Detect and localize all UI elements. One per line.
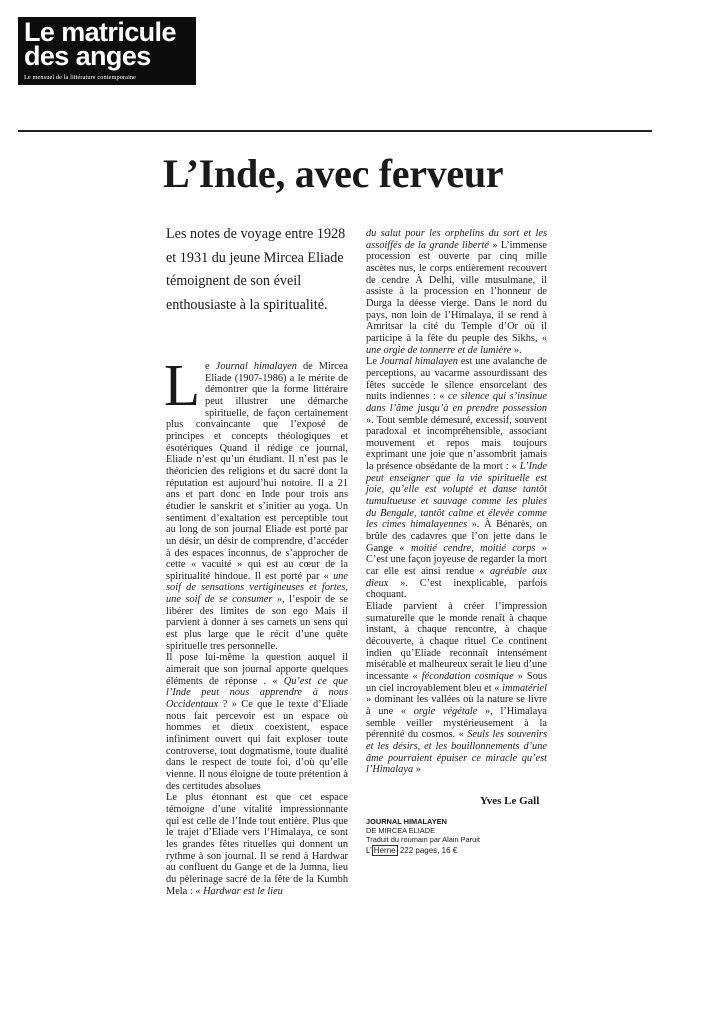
- article-column-1: [164, 352, 348, 897]
- book-details: 222 pages, 16 €: [397, 845, 458, 855]
- article-column-2: [366, 228, 547, 776]
- author-signature: [480, 795, 539, 807]
- article-standfirst: Les notes de voyage entre 1928 et 1931 du jeune Mircea Eliade témoignent de son éveil enthousiaste à la spiritualité.: [166, 226, 346, 313]
- masthead-title-line-2: des anges: [24, 41, 151, 71]
- masthead-logo: [18, 17, 196, 85]
- paragraph-4: du salut pour les orphelins du sort et les assoiffés de la grande liberté » L’immense procession est ouverte par cinq mille ascètes nus, le corps entièrement recouvert de cendre À Delhi, ville musulmane, il assiste à la procession en l’honneur de Durga la déesse vierge. Dans le nord du pays, non loin de l’Himalaya, il se rend à Amritsar la cité du Temple d’Or où il participe à la fête du peuple des Sikhs, « une orgie de tonnerre et de lumière ».: [366, 228, 547, 356]
- book-publisher: L’ Herne 222 pages, 16 €: [366, 845, 458, 855]
- masthead-tagline: Le mensuel de la littérature contemporaine: [24, 74, 137, 81]
- book-title: JOURNAL HIMALAYEN: [366, 817, 447, 826]
- paragraph-5: Le Journal himalayen est une avalanche de perceptions, au vacarme assourdissant des fêtes succède le silence ensorcelant des nuits indiennes : « ce silence qui s’insinue dans l’âme jusqu’à en prendre possession ». Tout semble démesuré, excessif, souvent paradoxal et incompréhensible, associant mouvement et repos mais toujours exprimant une joie que n’assombrit jamais la présence obsédante de la mort : « L’Inde peut enseigner que la vie spirituelle est joie, qu’elle est volupté et danse tantôt tumultueuse et sauvage comme les pluies du Bengale, tantôt calme et élevée comme les cimes himalayennes ». À Bénarès, on brûle des cadavres que l’on jette dans le Gange « moitié cendre, moitié corps » C’est une façon joyeuse de regarder la mort car elle est ainsi rendue « agréable aux dieux ». C’est inexplicable, parfois choquant.: [366, 356, 547, 601]
- book-info: [366, 817, 480, 856]
- header-divider: [18, 130, 652, 132]
- drop-cap: L: [164, 352, 201, 418]
- book-translator: Traduit du roumain par Alain Paruit: [366, 835, 480, 844]
- paragraph-6: Eliade parvient à créer l’impression surnaturelle que le monde renaît à chaque instant, à chaque rencontre, à chaque découverte, à chaque rituel Ce continent indien qu’Eliade reconnaît intensément misérable et malheureux serait le lieu d’une incessante « fécondation cosmique » Sous un ciel incroyablement bleu et « immatériel » dominant les vallées où la nature se livre à une « orgie végétale », l’Himalaya semble veiller mystérieusement à la pérennité du cosmos. « Seuls les souvenirs et les désirs, et les bouillonnements d’une âme pourraient épuiser ce miracle qu’est l’Himalaya »: [366, 601, 548, 776]
- paragraph-3: Le plus étonnant est que cet espace témoigne d’une vitalité impressionnante qui est celle de l’Inde tout entière. Plus que le trajet d’Eliade vers l’Himalaya, ce sont les grandes fêtes rituelles qui donnent un rythme à son journal. Il se rend à Hardwar au confluent du Gange et de la Jumna, lieu du pèlerinage sacré de la fête de la Kumbh Mela : « Hardwar est le lieu: [166, 792, 348, 897]
- masthead-title-line-1: Le matricule: [24, 17, 176, 47]
- paragraph-1: Le Journal himalayen de Mircea Eliade (1907-1986) a le mérite de démontrer que la forme littéraire peut illustrer une démarche spirituelle, de façon certainement plus convaincante que l’exposé de principes et concepts théologiques et ésotériques Quand il rédige ce journal, Eliade n’est qu’un étudiant. Il n’est pas le théoricien des religions et du sacré dont la réputation est aujourd’hui notoire. Il a 21 ans et part donc en Inde pour trois ans étudier le sanskrit et s’initier au yoga. Un sentiment d’exaltation est perceptible tout au long de son journal Eliade est porté par un désir, un désir de comprendre, d’accéder à des espaces inconnus, de s’approcher de cette « vacuité » qui est au cœur de la spiritualité hindoue. Il est porté par « une soif de sensations vertigineuses et fortes, une soif de se consumer », l’espoir de se libérer des limites de son ego Mais il parvient à donner à ses carnets un sens qui est plus large que le récit d’une quête spirituelle tres personnelle.: [164, 352, 348, 652]
- book-author: DE MIRCEA ELIADE: [366, 826, 435, 835]
- author-name: Yves Le Gall: [480, 795, 540, 807]
- paragraph-2: Il pose lui-même la question auquel il aimerait que son journal apporte quelques éléments de réponse . « Qu’est ce que l’Inde peut nous apprendre à nous Occidentaux ? » Ce que le texte d’Eliade nous fait percevoir est un espace où hommes et dieux coexistent, espace infiniment ouvert qui fait exploser toute controverse, tout dogmatisme, toute dualité dans le respect de toute foi, d’où qu’elle vienne. Il nous éloigne de toute prétention à des certitudes absolues: [166, 652, 348, 792]
- article-title: L’Inde, avec ferveur: [163, 151, 504, 196]
- publisher-name: Herne: [373, 845, 396, 855]
